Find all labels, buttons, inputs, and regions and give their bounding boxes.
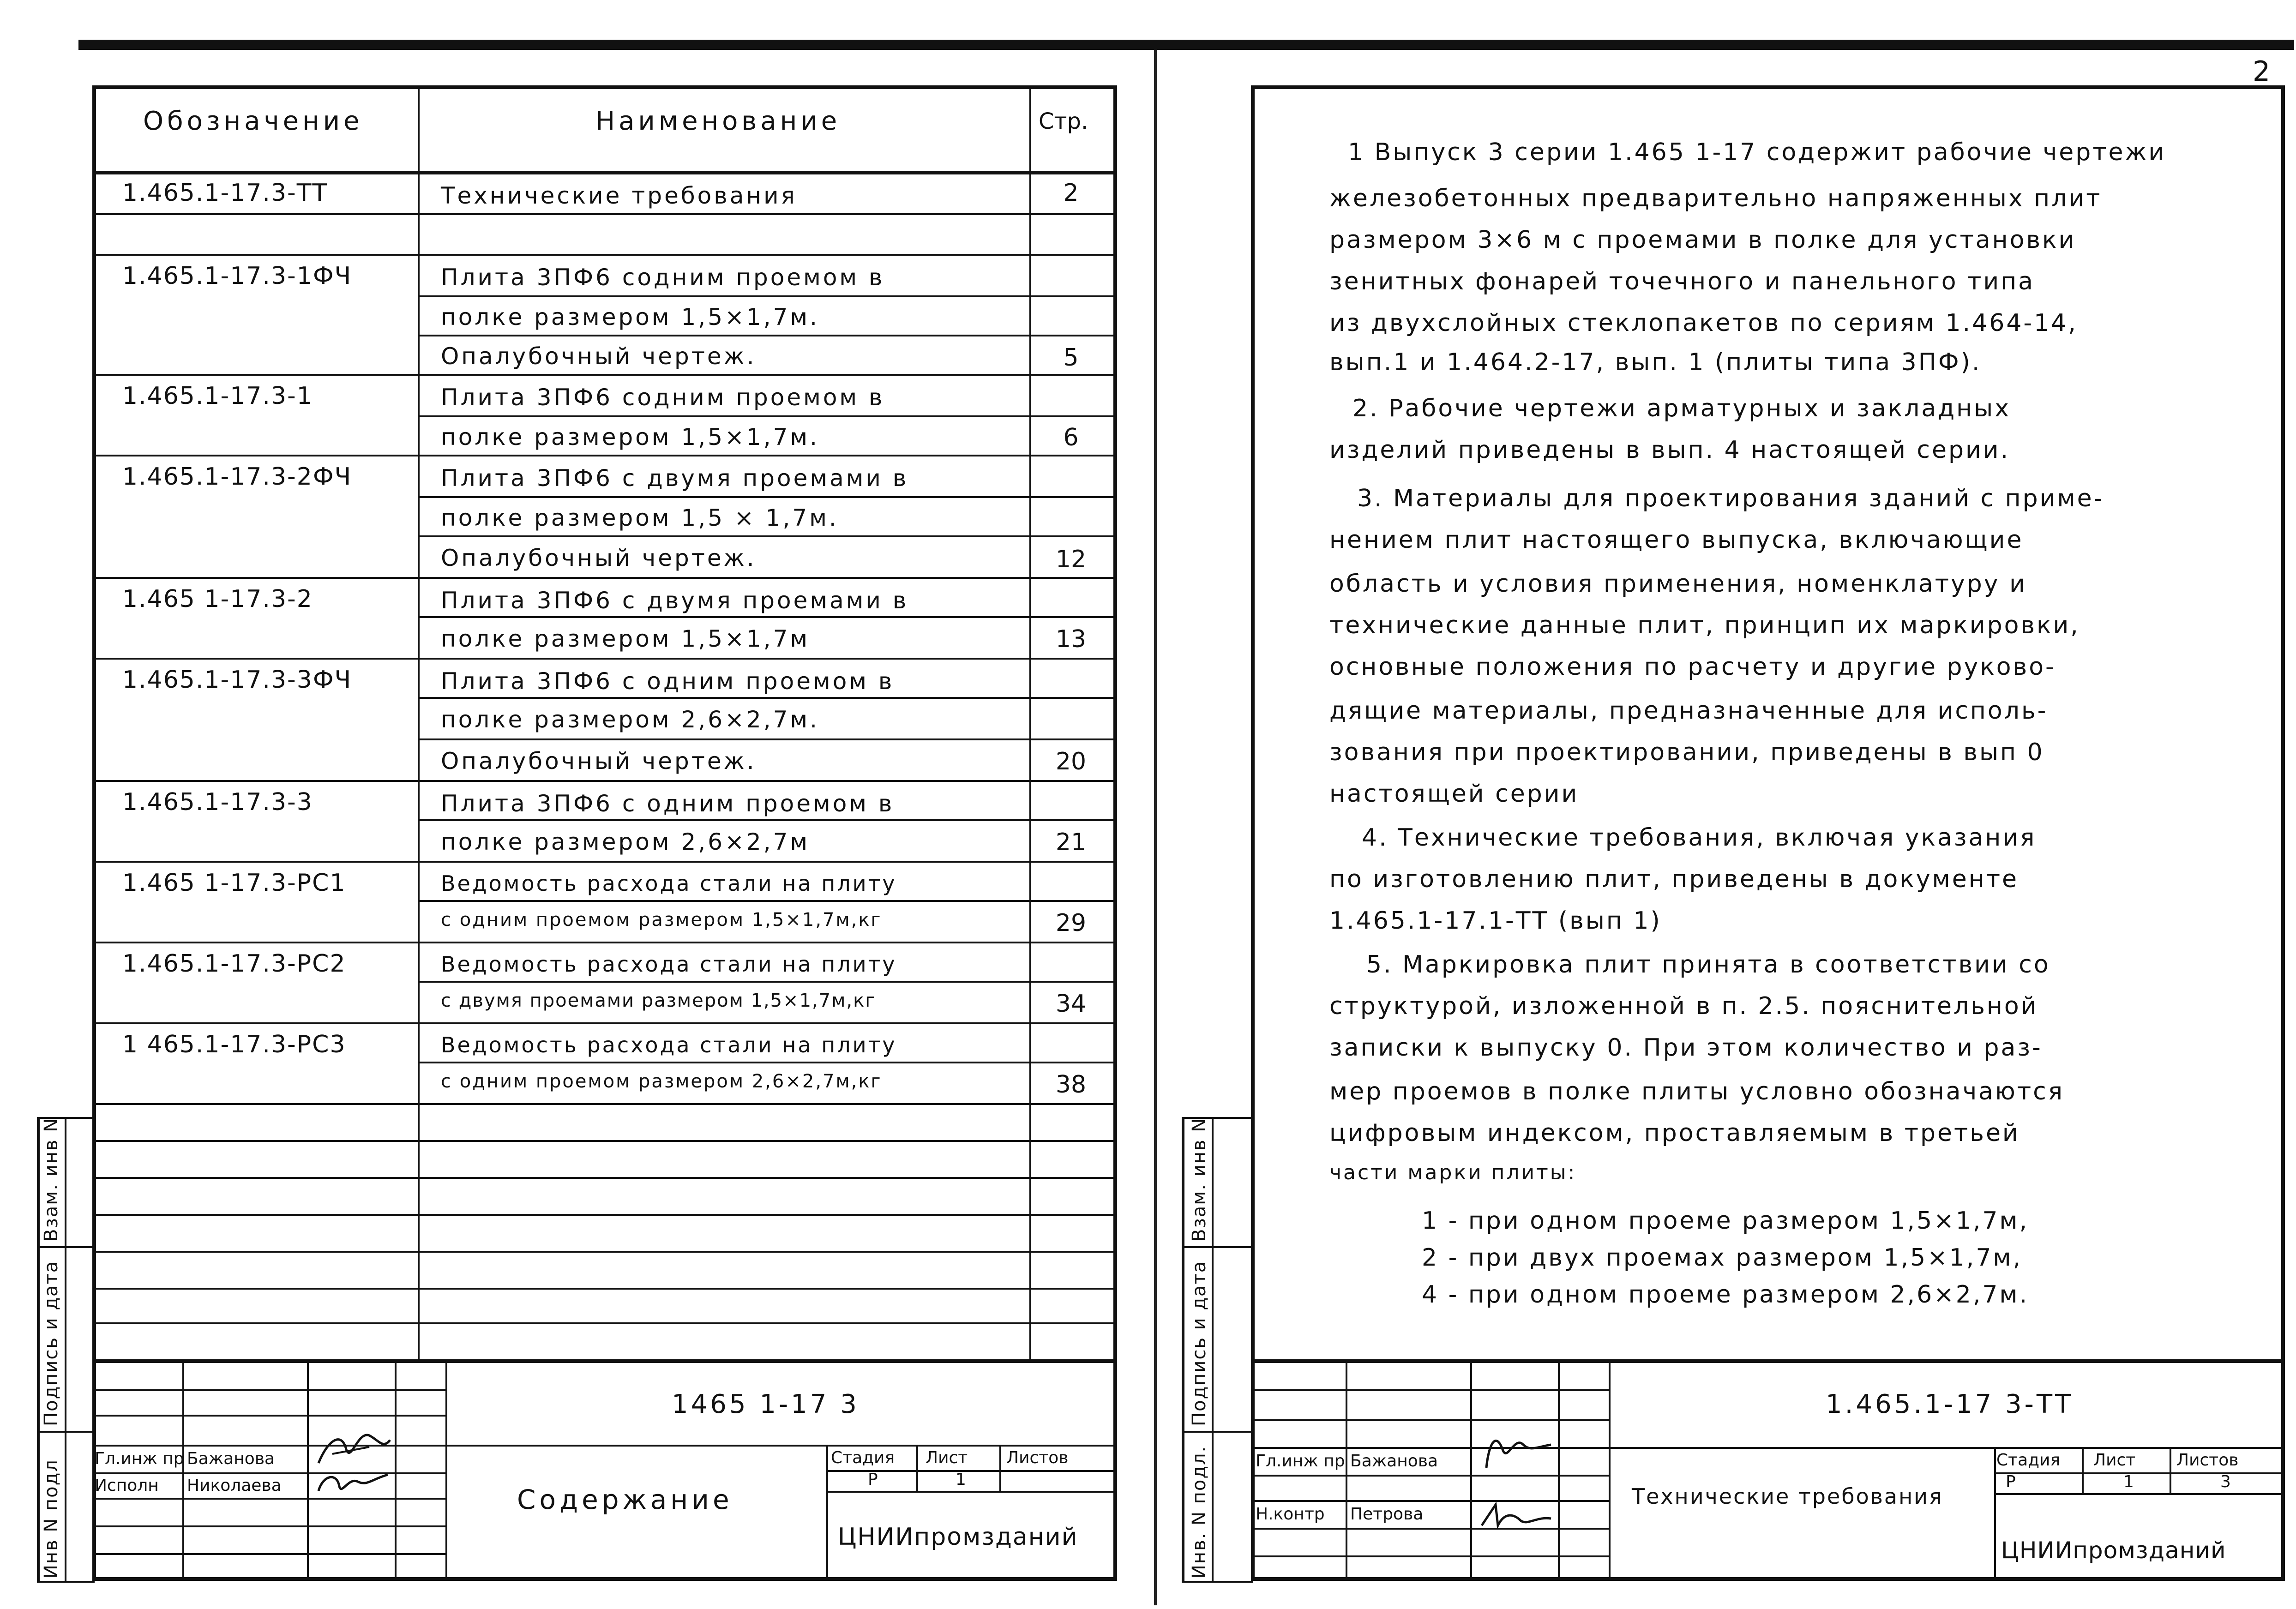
row-code: 1.465.1-17.3-3 [122,788,313,816]
note-line: структурой, изложенной в п. 2.5. пояснительной [1329,992,2038,1020]
row-code: 1.465.1-17.3-ТТ [122,179,328,207]
row-name: полке размером 2,6×2,7м. [441,706,820,733]
row-name: Плита 3ПФ6 с одним проемом в [441,668,895,695]
right-stamp-top-border [1251,1359,2285,1363]
row-name: Плита 3ПФ6 с двумя проемами в [441,465,909,492]
note-line: нением плит настоящего выпуска, включающие [1329,526,2024,554]
note-line: вып.1 и 1.464.2-17, вып. 1 (плиты типа 3ПФ). [1329,348,1982,376]
note-line: размером 3×6 м с проемами в полке для установки [1329,226,2076,254]
row-page: 2 [1063,179,1079,207]
note-line: изделий приведены в вып. 4 настоящей серии. [1329,436,2010,464]
left-stamp-org: ЦНИИпромзданий [838,1523,1078,1551]
row-code: 1.465.1-17.3-3ФЧ [122,666,352,694]
signature-bazhanova [1477,1422,1556,1472]
right-stamp-sheet: 1 [2123,1472,2134,1491]
side-label-vzam-inv: Взам. инв N [1189,1117,1210,1242]
note-line: 3. Материалы для проектирования зданий с приме- [1357,485,2104,512]
right-stamp-name: Петрова [1350,1505,1424,1524]
row-code: 1.465.1-17.3-1 [122,382,313,410]
row-page: 5 [1063,344,1079,372]
row-page: 13 [1055,625,1087,653]
row-page: 12 [1055,546,1087,573]
right-stamp-doc-code: 1.465.1-17 3-ТТ [1826,1389,2074,1419]
left-stamp-doc-code: 1465 1-17 3 [672,1389,859,1419]
note-line: 4 - при одном проеме размером 2,6×2,7м. [1422,1281,2029,1309]
right-stamp-org: ЦНИИпромзданий [2001,1537,2226,1564]
left-stamp-stage-header: Стадия [831,1448,895,1467]
signature-petrova [1477,1500,1556,1532]
left-stamp-name: Бажанова [187,1449,275,1468]
note-line: зенитных фонарей точечного и панельного типа [1329,268,2035,295]
row-code: 1.465.1-17.3-РС2 [122,950,346,978]
note-line: область и условия применения, номенклатуру и [1329,570,2027,598]
header-name: Наименование [595,106,841,136]
signature-nikolaeva [314,1468,392,1500]
note-line: 2. Рабочие чертежи арматурных и закладных [1352,395,2011,422]
row-name: Ведомость расхода стали на плиту [441,871,897,896]
row-name: Опалубочный чертеж. [441,748,757,774]
right-stamp-role: Гл.инж пр [1256,1452,1345,1471]
row-name: Ведомость расхода стали на плиту [441,1033,897,1057]
side-label-signature-date: Подпись и дата [41,1260,62,1426]
right-stamp-role: Н.контр [1256,1505,1325,1524]
header-code: Обозначение [143,106,363,136]
right-stamp-sheets-header: Листов [2176,1451,2239,1470]
note-line: технические данные плит, принцип их маркировки, [1329,612,2080,639]
right-stamp-name: Бажанова [1350,1452,1438,1471]
top-border-line [78,40,2294,50]
note-line: зования при проектировании, приведены в вып 0 [1329,738,2044,766]
note-line: мер проемов в полке плиты условно обозначаются [1329,1078,2064,1105]
note-line: 1.465.1-17.1-ТТ (вып 1) [1329,907,1662,935]
sheet-fold-line [1154,50,1157,1605]
row-name: Плита 3ПФ6 содним проемом в [441,384,885,411]
note-line: дящие материалы, предназначенные для исполь- [1329,697,2048,725]
row-name: полке размером 1,5×1,7м. [441,424,820,450]
row-name: полке размером 2,6×2,7м [441,829,810,855]
right-stamp-sheet-header: Лист [2093,1451,2136,1470]
left-stamp-sheets-header: Листов [1006,1448,1069,1467]
right-stamp-stage-header: Стадия [1996,1451,2061,1470]
note-line: 2 - при двух проемах размером 1,5×1,7м, [1422,1244,2023,1272]
row-name: Плита 3ПФ6 содним проемом в [441,264,885,291]
note-line: по изготовлению плит, приведены в документе [1329,865,2019,893]
note-line: цифровым индексом, проставляемым в третьей [1329,1119,2020,1147]
row-name: Опалубочный чертеж. [441,545,757,571]
note-line: настоящей серии [1329,780,1579,808]
right-stamp-sheets: 3 [2220,1472,2231,1491]
row-code: 1 465.1-17.3-РС3 [122,1031,346,1058]
row-code: 1.465.1-17.3-1ФЧ [122,262,352,290]
row-page: 34 [1055,990,1087,1018]
row-name: Плита 3ПФ6 с одним проемом в [441,790,895,817]
note-line: 1 - при одном проеме размером 1,5×1,7м, [1422,1207,2029,1235]
note-line: 4. Технические требования, включая указания [1362,824,2037,852]
note-line: основные положения по расчету и другие руково- [1329,653,2056,681]
right-stamp-stage: Р [2006,1472,2016,1491]
row-page: 21 [1055,829,1087,856]
signature-bazhanova [314,1422,392,1472]
left-binding-strip-border [37,1117,40,1581]
row-page: 6 [1063,424,1079,451]
left-stamp-name: Николаева [187,1476,282,1495]
side-label-inv-podl: Инв N подл [41,1459,62,1579]
left-stamp-role: Исполн [95,1476,159,1495]
note-line: из двухслойных стеклопакетов по сериям 1.464-14, [1329,309,2078,337]
row-code: 1.465 1-17.3-РС1 [122,869,346,897]
left-stamp-top-border [92,1359,1117,1363]
row-name: полке размером 1,5×1,7м [441,625,810,652]
left-stamp-sheet-header: Лист [926,1448,968,1467]
note-line: части марки плиты: [1329,1161,1577,1184]
left-stamp-sheet: 1 [956,1470,966,1489]
note-line: железобетонных предварительно напряженных плит [1329,185,2102,212]
row-name: Плита 3ПФ6 с двумя проемами в [441,587,909,614]
row-name: Ведомость расхода стали на плиту [441,952,897,977]
note-line: 5. Маркировка плит принята в соответствии со [1366,951,2050,979]
side-label-vzam-inv: Взам. инв N [41,1117,62,1242]
note-line: 1 Выпуск 3 серии 1.465 1-17 содержит рабочие чертежи [1348,138,2166,166]
side-label-inv-podl: Инв. N подл. [1189,1445,1210,1579]
row-name: полке размером 1,5×1,7м. [441,304,820,330]
row-name: Опалубочный чертеж. [441,343,757,370]
row-page: 29 [1055,909,1087,937]
row-name: с двумя проемами размером 1,5×1,7м,кг [441,990,876,1011]
side-label-signature-date: Подпись и дата [1189,1260,1210,1426]
row-code: 1.465 1-17.3-2 [122,585,313,613]
note-line: записки к выпуску 0. При этом количество и раз- [1329,1034,2043,1062]
row-name: с одним проемом размером 2,6×2,7м,кг [441,1071,882,1092]
row-name: Технические требования [441,182,797,209]
left-stamp-stage: Р [868,1470,878,1489]
row-name: с одним проемом размером 1,5×1,7м,кг [441,909,882,931]
row-page: 38 [1055,1071,1087,1099]
right-stamp-title: Технические требования [1632,1484,1943,1509]
header-page: Стр. [1039,108,1088,134]
left-stamp-title: Содержание [517,1484,733,1515]
left-stamp-role: Гл.инж пр [95,1449,184,1468]
row-code: 1.465.1-17.3-2ФЧ [122,463,352,491]
row-name: полке размером 1,5 × 1,7м. [441,504,839,531]
row-page: 20 [1055,748,1087,775]
page-corner-number: 2 [2253,55,2271,88]
